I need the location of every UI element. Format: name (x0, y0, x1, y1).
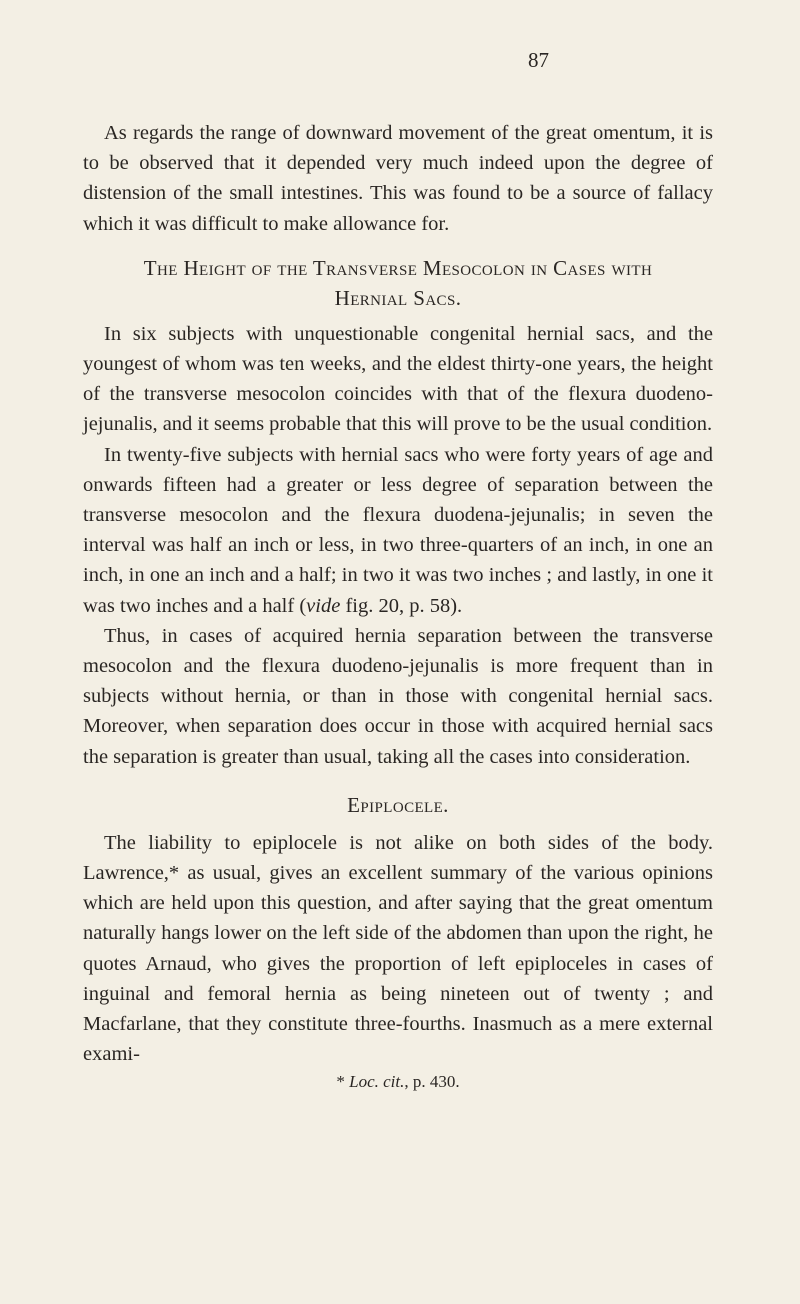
footnote-ref: Loc. cit. (349, 1072, 405, 1092)
section-heading-epiplocele: Epiplocele. (347, 792, 449, 817)
paragraph-acquired-hernia: Thus, in cases of acquired hernia separation between the transverse mesocolon and the flexura duodeno-jejunalis is more frequent than in subjects without hernia, or than in those with congenital hernial sacs. Moreover, when separation does occur in those with acquired hernial sacs the separation is greater than usual, taking all the cases into consideration. (83, 624, 713, 768)
heading-line-1: The Height of the Transverse Mesocolon in Cases with (143, 255, 653, 280)
heading-line-2: Hernial Sacs. (334, 285, 462, 310)
p3-text-1: In twenty-five subjects with hernial sacs who were forty years of age and onwards fifteen had a greater or less degree of separation between the transverse mesocolon and the flexura duodena-jejunalis; in seven the interval was half an inch or less, in two three-quarters of an inch, in one an inch, in one an inch and a half; in two it was two inches ; and lastly, in one it was two inches and a half ( (83, 443, 713, 617)
footnote-marker: * (336, 1072, 350, 1092)
footnote-rest: , p. 430. (404, 1072, 460, 1092)
p3-text-2: fig. 20, p. 58). (340, 594, 463, 617)
body-text (83, 118, 713, 1093)
p3-vide: vide (306, 594, 341, 617)
footnote (83, 1071, 713, 1093)
section-heading-transverse-mesocolon (83, 253, 713, 313)
paragraph-omentum-movement: As regards the range of downward movement of the great omentum, it is to be observed that it depended very much indeed upon the degree of distension of the small intestines. This was found to be a source of fallacy which it was difficult to make allowance for. (83, 122, 713, 235)
paragraph-epiplocele-liability: The liability to epiplocele is not alike on both sides of the body. Lawrence,* as usual, gives an excellent summary of the various opinions which are held upon this question, and after saying that the great omentum naturally hangs lower on the left side of the abdomen than upon the right, he quotes Arnaud, who gives the proportion of left epiploceles in cases of inguinal and femoral hernia as being nineteen out of twenty ; and Macfarlane, that they constitute three-fourths. Inasmuch as a mere external exami- (83, 831, 713, 1066)
paragraph-congenital-sacs: In six subjects with unquestionable congenital hernial sacs, and the youngest of whom was ten weeks, and the eldest thirty-one years, the height of the transverse mesocolon coincides with that of the flexura duodeno-jejunalis, and it seems probable that this will prove to be the usual condition. (83, 322, 713, 436)
page-number: 87 (528, 48, 549, 72)
paragraph-twenty-five-subjects (83, 440, 713, 621)
